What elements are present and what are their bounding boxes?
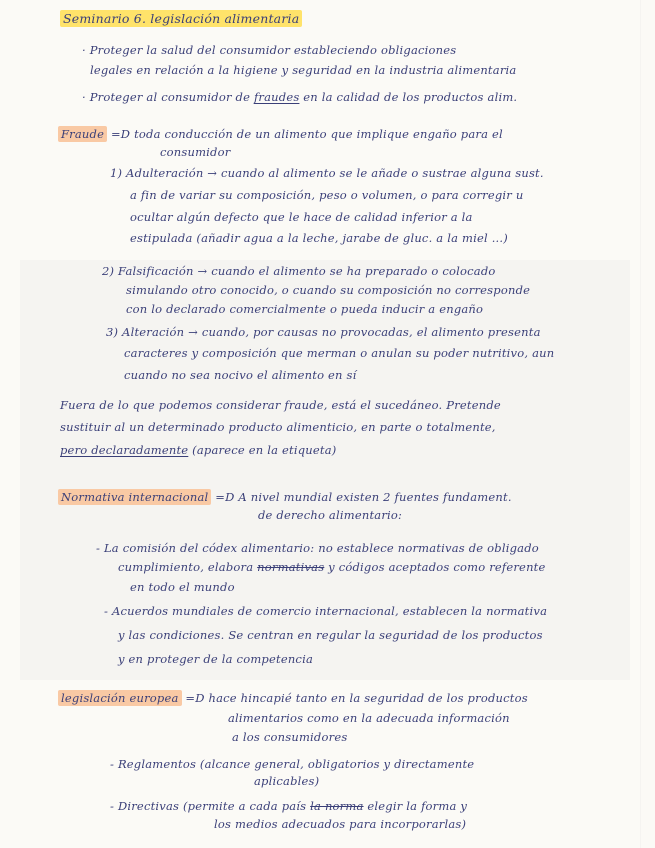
normativa-def-text: =D A nivel mundial existen 2 fuentes fundament. [211,490,512,504]
reglamentos-line-1: - Reglamentos (alcance general, obligatorios y directamente [110,757,475,771]
title-highlight: Seminario 6. legislación alimentaria [60,10,302,27]
page-margin [640,0,641,848]
falsificacion-line-3: con lo declarado comercialmente o pueda inducir a engaño [126,302,484,316]
fraude-definition [58,127,503,141]
fraude-label: Fraude [58,126,107,142]
normativa-def-line-2: de derecho alimentario: [258,508,403,522]
directivas-struck-words: la norma [310,799,364,813]
codex-line-2-pre: cumplimiento, elabora [118,560,258,574]
alteracion-line-2: caracteres y composición que merman o anulan su poder nutritivo, aun [124,346,555,360]
codex-struck-word: normativas [257,560,325,574]
adulteracion-line-2: a fin de variar su composición, peso o volumen, o para corregir u [130,188,524,202]
sucedaneo-line-3 [60,443,336,457]
intro-bullet-2-pre: · Proteger al consumidor de [82,90,254,104]
normativa-definition [58,490,512,504]
directivas-line-1-pre: - Directivas (permite a cada país [110,799,311,813]
acuerdos-line-2: y las condiciones. Se centran en regular la seguridad de los productos [118,628,543,642]
sucedaneo-line-1: Fuera de lo que podemos considerar fraude, está el sucedáneo. Pretende [60,398,501,412]
sucedaneo-line-3-post: (aparece en la etiqueta) [188,443,337,457]
fraude-def-text: =D toda conducción de un alimento que implique engaño para el [107,127,503,141]
adulteracion-line-1: 1) Adulteración → cuando al alimento se le añade o sustrae alguna sust. [110,166,544,180]
europea-def-text: =D hace hincapié tanto en la seguridad de los productos [181,691,528,705]
europea-definition [58,691,528,705]
falsificacion-line-1: 2) Falsificación → cuando el alimento se ha preparado o colocado [102,264,496,278]
intro-bullet-1-line-2: legales en relación a la higiene y seguridad en la industria alimentaria [90,63,517,77]
codex-line-1: - La comisión del códex alimentario: no establece normativas de obligado [96,541,539,555]
sucedaneo-line-2: sustituir al un determinado producto alimenticio, en parte o totalmente, [60,420,496,434]
falsificacion-line-2: simulando otro conocido, o cuando su composición no corresponde [126,283,531,297]
declaradamente-underlined: pero declaradamente [60,443,189,457]
acuerdos-line-3: y en proteger de la competencia [118,652,314,666]
fraudes-underlined: fraudes [253,90,300,104]
acuerdos-line-1: - Acuerdos mundiales de comercio internacional, establecen la normativa [104,604,548,618]
codex-line-2-post: y códigos aceptados como referente [324,560,546,574]
adulteracion-line-3: ocultar algún defecto que le hace de calidad inferior a la [130,210,473,224]
alteracion-line-1: 3) Alteración → cuando, por causas no provocadas, el alimento presenta [106,325,541,339]
intro-bullet-1-line-1: · Proteger la salud del consumidor estableciendo obligaciones [82,43,457,57]
codex-line-3: en todo el mundo [130,580,235,594]
intro-bullet-2-post: en la calidad de los productos alim. [299,90,518,104]
fraude-def-line-2: consumidor [160,145,231,159]
reglamentos-line-2: aplicables) [254,774,320,788]
adulteracion-line-4: estipulada (añadir agua a la leche, jarabe de gluc. a la miel ...) [130,231,508,245]
codex-line-2 [118,560,546,574]
europea-def-line-2: alimentarios como en la adecuada información [228,711,510,725]
directivas-line-1-post: elegir la forma y [363,799,468,813]
intro-bullet-2 [82,90,517,104]
normativa-label: Normativa internacional [58,489,211,505]
alteracion-line-3: cuando no sea nocivo el alimento en sí [124,368,357,382]
europea-label: legislación europea [58,690,182,706]
directivas-line-2: los medios adecuados para incorporarlas) [214,817,467,831]
directivas-line-1 [110,799,467,813]
page-title [60,12,302,26]
europea-def-line-3: a los consumidores [232,730,348,744]
